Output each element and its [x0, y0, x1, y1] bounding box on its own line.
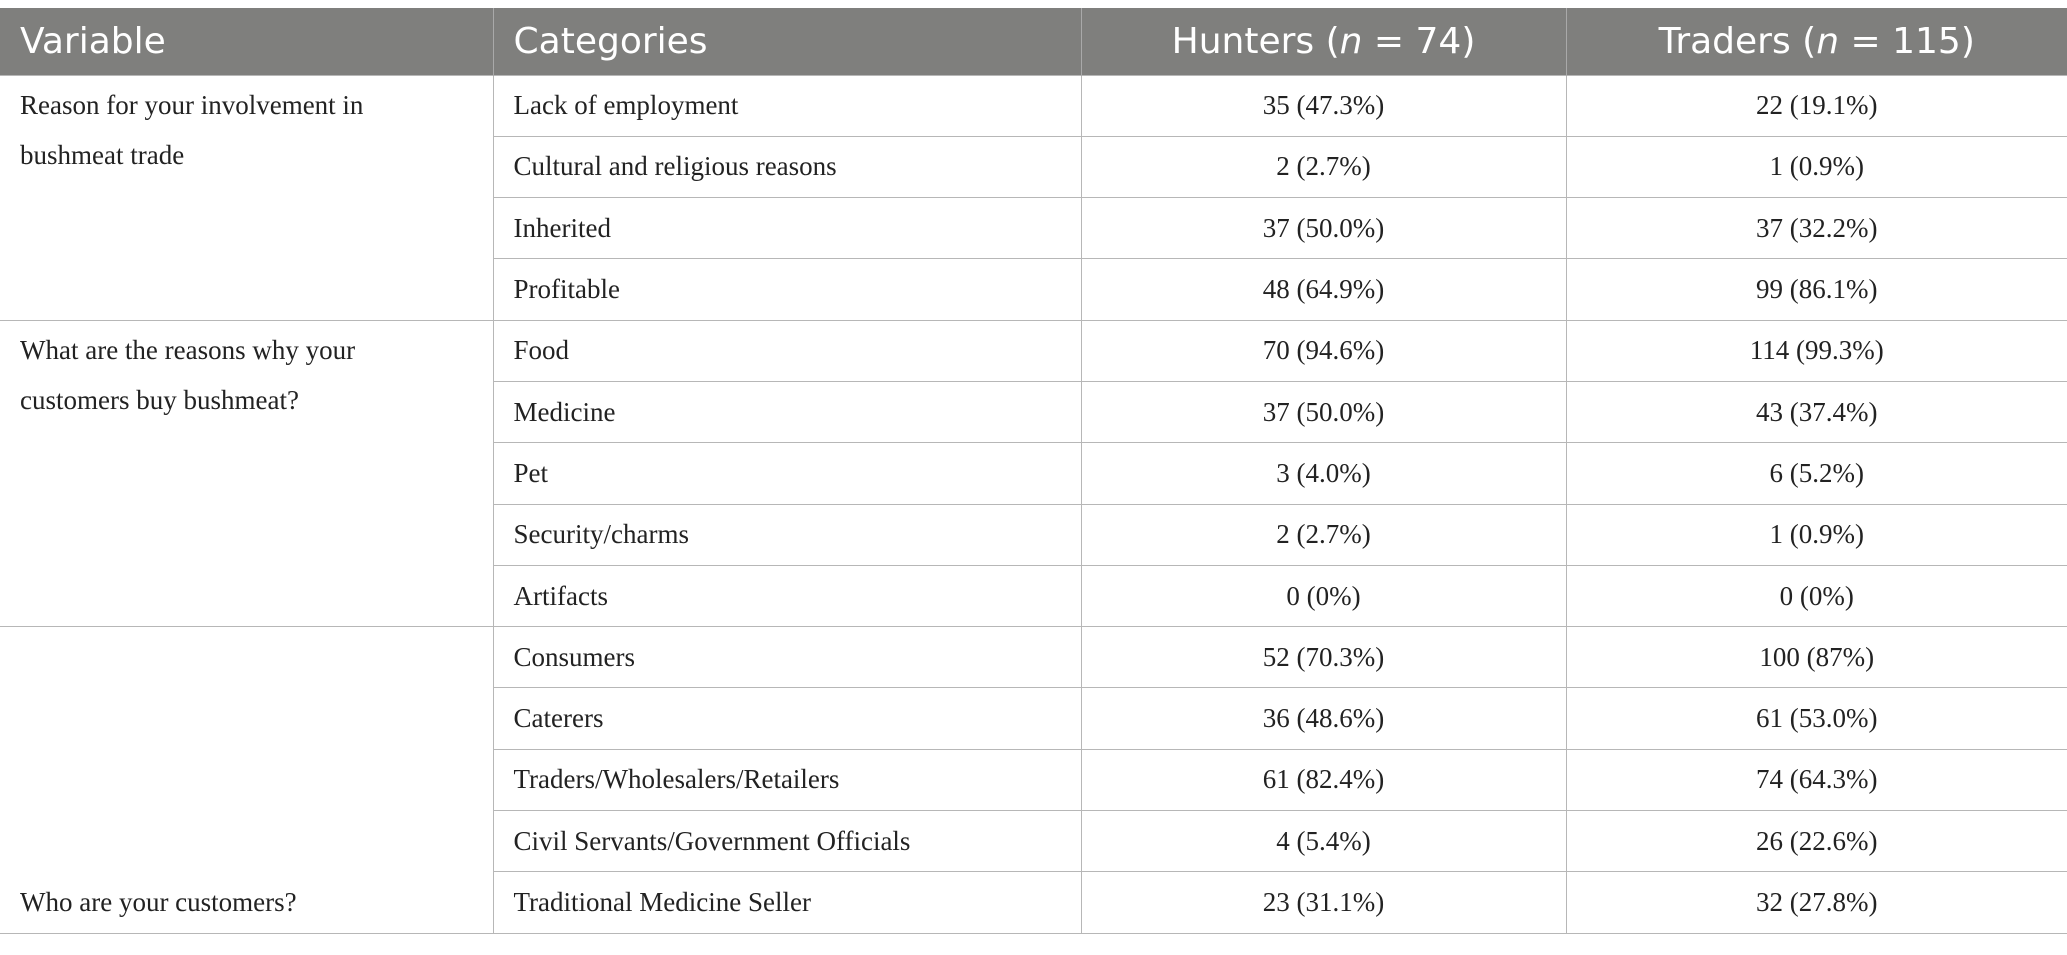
hunters-value-cell: 23 (31.1%): [1081, 872, 1566, 933]
hunters-value-cell: 52 (70.3%): [1081, 627, 1566, 688]
table-body: [0, 75, 2067, 933]
category-cell: Profitable: [493, 259, 1081, 320]
category-cell: Traders/Wholesalers/Retailers: [493, 749, 1081, 810]
table-header: [0, 8, 2067, 75]
category-cell: Pet: [493, 443, 1081, 504]
hunters-value-cell: 4 (5.4%): [1081, 811, 1566, 872]
data-table: [0, 8, 2067, 934]
category-cell: Security/charms: [493, 504, 1081, 565]
traders-value-cell: 43 (37.4%): [1566, 381, 2067, 442]
category-cell: Medicine: [493, 381, 1081, 442]
header-traders-prefix: Traders (: [1658, 20, 1817, 62]
hunters-value-cell: 2 (2.7%): [1081, 136, 1566, 197]
header-hunters: [1081, 8, 1566, 75]
traders-value-cell: 32 (27.8%): [1566, 872, 2067, 933]
traders-value-cell: 26 (22.6%): [1566, 811, 2067, 872]
hunters-value-cell: 3 (4.0%): [1081, 443, 1566, 504]
variable-cell: Who are your customers?: [0, 627, 493, 933]
category-cell: Artifacts: [493, 565, 1081, 626]
header-hunters-n: n: [1339, 20, 1363, 62]
hunters-value-cell: 61 (82.4%): [1081, 749, 1566, 810]
hunters-value-cell: 48 (64.9%): [1081, 259, 1566, 320]
category-cell: Lack of employment: [493, 75, 1081, 136]
table-row: [0, 75, 2067, 136]
hunters-value-cell: 35 (47.3%): [1081, 75, 1566, 136]
header-row: [0, 8, 2067, 75]
header-hunters-prefix: Hunters (: [1171, 20, 1340, 62]
hunters-value-cell: 37 (50.0%): [1081, 198, 1566, 259]
hunters-value-cell: 2 (2.7%): [1081, 504, 1566, 565]
hunters-value-cell: 0 (0%): [1081, 565, 1566, 626]
data-table-container: [0, 8, 2067, 934]
header-traders-n: n: [1816, 20, 1840, 62]
traders-value-cell: 74 (64.3%): [1566, 749, 2067, 810]
traders-value-cell: 1 (0.9%): [1566, 504, 2067, 565]
category-cell: Food: [493, 320, 1081, 381]
category-cell: Traditional Medicine Seller: [493, 872, 1081, 933]
table-row: [0, 627, 2067, 688]
traders-value-cell: 99 (86.1%): [1566, 259, 2067, 320]
traders-value-cell: 0 (0%): [1566, 565, 2067, 626]
header-categories: Categories: [493, 8, 1081, 75]
traders-value-cell: 114 (99.3%): [1566, 320, 2067, 381]
header-hunters-suffix: = 74): [1362, 20, 1476, 62]
category-cell: Cultural and religious reasons: [493, 136, 1081, 197]
traders-value-cell: 61 (53.0%): [1566, 688, 2067, 749]
variable-cell: What are the reasons why your customers buy bushmeat?: [0, 320, 493, 626]
variable-cell: Reason for your involvement in bushmeat trade: [0, 75, 493, 320]
traders-value-cell: 1 (0.9%): [1566, 136, 2067, 197]
category-cell: Inherited: [493, 198, 1081, 259]
header-variable: Variable: [0, 8, 493, 75]
hunters-value-cell: 36 (48.6%): [1081, 688, 1566, 749]
header-traders: [1566, 8, 2067, 75]
hunters-value-cell: 70 (94.6%): [1081, 320, 1566, 381]
traders-value-cell: 22 (19.1%): [1566, 75, 2067, 136]
header-traders-suffix: = 115): [1839, 20, 1975, 62]
category-cell: Consumers: [493, 627, 1081, 688]
category-cell: Caterers: [493, 688, 1081, 749]
traders-value-cell: 37 (32.2%): [1566, 198, 2067, 259]
traders-value-cell: 100 (87%): [1566, 627, 2067, 688]
hunters-value-cell: 37 (50.0%): [1081, 381, 1566, 442]
category-cell: Civil Servants/Government Officials: [493, 811, 1081, 872]
traders-value-cell: 6 (5.2%): [1566, 443, 2067, 504]
table-row: [0, 320, 2067, 381]
